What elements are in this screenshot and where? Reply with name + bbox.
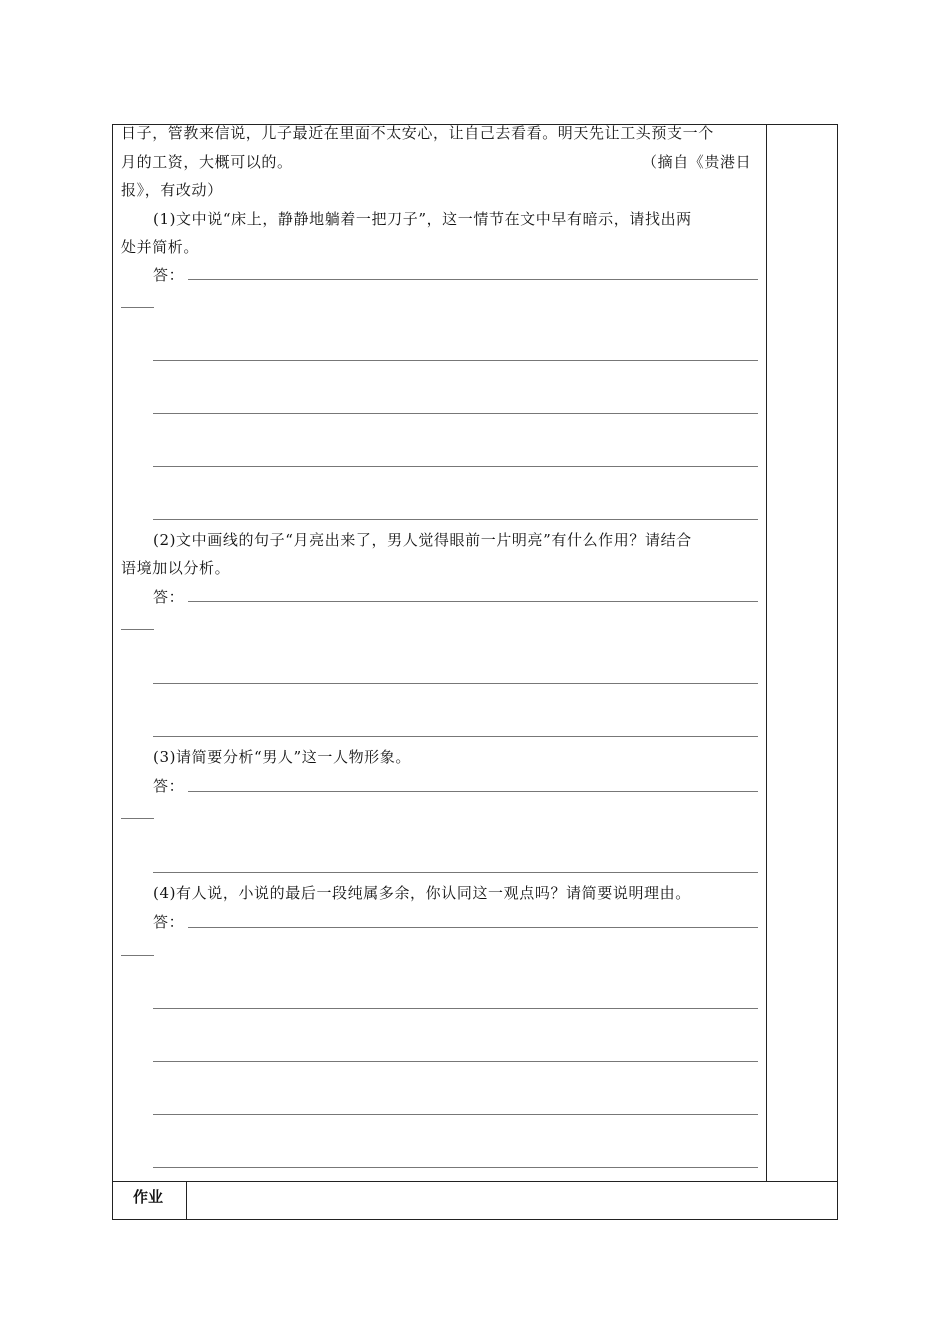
passage-source: （摘自《贵港日 xyxy=(642,153,752,171)
question-1-answer-label: 答： xyxy=(153,266,185,284)
homework-content[interactable] xyxy=(196,1188,826,1212)
homework-label: 作业 xyxy=(133,1188,164,1206)
question-2-answer-line-end xyxy=(121,629,154,630)
question-2-line-1: (2)文中画线的句子“月亮出来了，男人觉得眼前一片明亮”有什么作用？请结合 xyxy=(153,531,692,549)
table-bottom-border xyxy=(112,1219,838,1220)
question-4-answer-line[interactable] xyxy=(153,1167,758,1168)
question-1-answer-line-end xyxy=(121,307,154,308)
question-3-answer-line-end xyxy=(121,818,154,819)
question-1-line-2: 处并简析。 xyxy=(121,238,200,256)
question-1-answer-line[interactable] xyxy=(153,466,758,467)
table-inner-right-border xyxy=(766,124,767,1182)
question-4-answer-line[interactable] xyxy=(153,1061,758,1062)
question-1-answer-line[interactable] xyxy=(188,279,758,280)
table-right-border xyxy=(837,124,838,1220)
question-1-answer-line[interactable] xyxy=(153,360,758,361)
passage-line-2: 月的工资，大概可以的。 xyxy=(121,153,293,171)
question-4-answer-line[interactable] xyxy=(153,1008,758,1009)
question-3-answer-line[interactable] xyxy=(188,791,758,792)
question-1-line-1: (1)文中说“床上，静静地躺着一把刀子”，这一情节在文中早有暗示，请找出两 xyxy=(153,210,692,228)
homework-label-divider xyxy=(186,1181,187,1219)
question-2-answer-line[interactable] xyxy=(153,683,758,684)
table-left-border xyxy=(112,124,113,1220)
passage-line-3: 报》，有改动） xyxy=(121,181,223,199)
question-2-answer-line[interactable] xyxy=(153,736,758,737)
question-3-answer-label: 答： xyxy=(153,777,185,795)
question-3-answer-line[interactable] xyxy=(153,872,758,873)
passage-line-1: 日子，管教来信说，儿子最近在里面不太安心，让自己去看看。明天先让工头预支一个 xyxy=(121,124,714,142)
question-2-answer-line[interactable] xyxy=(188,601,758,602)
question-2-answer-label: 答： xyxy=(153,588,185,606)
question-2-line-2: 语境加以分析。 xyxy=(121,559,231,577)
question-3-line-1: (3)请简要分析“男人”这一人物形象。 xyxy=(153,748,411,766)
question-4-answer-label: 答： xyxy=(153,913,185,931)
question-4-answer-line-end xyxy=(121,955,154,956)
question-1-answer-line[interactable] xyxy=(153,413,758,414)
question-4-answer-line[interactable] xyxy=(188,927,758,928)
question-4-line-1: (4)有人说，小说的最后一段纯属多余，你认同这一观点吗？请简要说明理由。 xyxy=(153,884,691,902)
question-4-answer-line[interactable] xyxy=(153,1114,758,1115)
question-1-answer-line[interactable] xyxy=(153,519,758,520)
table-row-divider xyxy=(112,1181,838,1182)
